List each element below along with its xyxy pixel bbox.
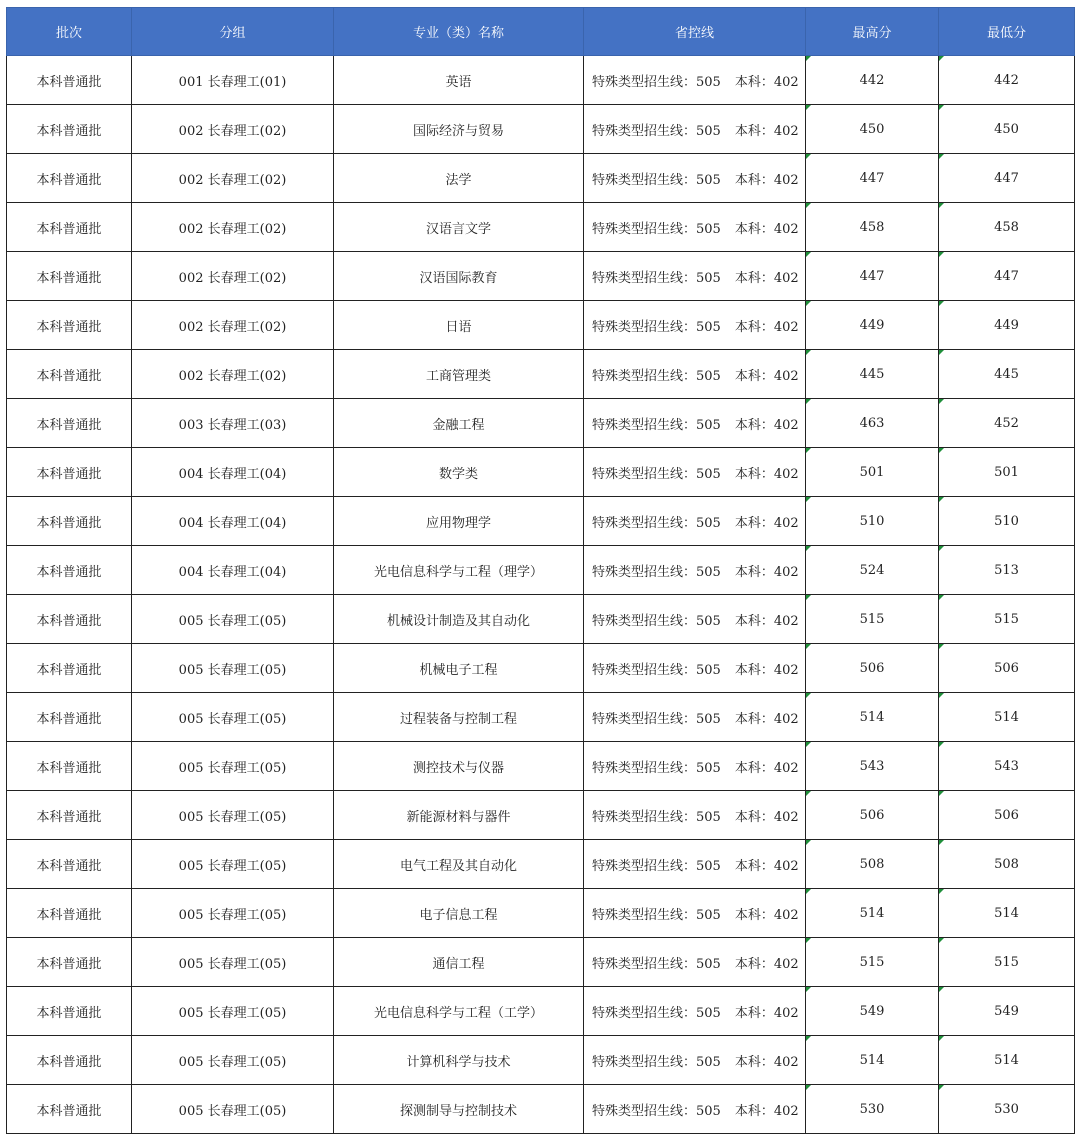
control-line-cell xyxy=(584,497,806,546)
min-score-cell: 543 xyxy=(939,742,1075,791)
special-line-text: 特殊类型招生线：505 xyxy=(592,319,721,335)
batch-cell: 本科普通批 xyxy=(7,105,132,154)
major-cell: 数学类 xyxy=(334,448,584,497)
min-score-cell: 549 xyxy=(939,987,1075,1036)
special-line-text: 特殊类型招生线：505 xyxy=(592,466,721,482)
group-cell: 005 长春理工(05) xyxy=(132,1036,334,1085)
table-row xyxy=(7,399,1075,448)
control-line-cell xyxy=(584,693,806,742)
major-cell: 汉语国际教育 xyxy=(334,252,584,301)
major-cell: 机械设计制造及其自动化 xyxy=(334,595,584,644)
group-cell: 005 长春理工(05) xyxy=(132,840,334,889)
control-line-cell xyxy=(584,56,806,105)
major-cell: 应用物理学 xyxy=(334,497,584,546)
header-major: 专业（类）名称 xyxy=(334,8,584,56)
control-line-cell xyxy=(584,252,806,301)
control-line-cell xyxy=(584,105,806,154)
undergrad-line-text: 本科：402 xyxy=(734,1005,799,1021)
batch-cell: 本科普通批 xyxy=(7,791,132,840)
undergrad-line-text: 本科：402 xyxy=(734,662,799,678)
table-header xyxy=(7,8,1075,56)
header-batch: 批次 xyxy=(7,8,132,56)
control-line-cell xyxy=(584,154,806,203)
batch-cell: 本科普通批 xyxy=(7,644,132,693)
max-score-cell: 447 xyxy=(806,252,939,301)
min-score-cell: 506 xyxy=(939,644,1075,693)
undergrad-line-text: 本科：402 xyxy=(734,956,799,972)
min-score-cell: 515 xyxy=(939,595,1075,644)
table-row xyxy=(7,154,1075,203)
min-score-cell: 530 xyxy=(939,1085,1075,1134)
table-row xyxy=(7,840,1075,889)
control-line-cell xyxy=(584,301,806,350)
major-cell: 法学 xyxy=(334,154,584,203)
min-score-cell: 447 xyxy=(939,154,1075,203)
min-score-cell: 514 xyxy=(939,889,1075,938)
max-score-cell: 506 xyxy=(806,791,939,840)
table-row xyxy=(7,987,1075,1036)
min-score-cell: 501 xyxy=(939,448,1075,497)
group-cell: 003 长春理工(03) xyxy=(132,399,334,448)
batch-cell: 本科普通批 xyxy=(7,987,132,1036)
min-score-cell: 445 xyxy=(939,350,1075,399)
undergrad-line-text: 本科：402 xyxy=(734,515,799,531)
undergrad-line-text: 本科：402 xyxy=(734,221,799,237)
min-score-cell: 510 xyxy=(939,497,1075,546)
group-cell: 004 长春理工(04) xyxy=(132,448,334,497)
max-score-cell: 514 xyxy=(806,1036,939,1085)
special-line-text: 特殊类型招生线：505 xyxy=(592,270,721,286)
group-cell: 002 长春理工(02) xyxy=(132,203,334,252)
table-row xyxy=(7,105,1075,154)
table-row xyxy=(7,497,1075,546)
major-cell: 汉语言文学 xyxy=(334,203,584,252)
score-table-container xyxy=(6,7,1075,1134)
control-line-cell xyxy=(584,203,806,252)
special-line-text: 特殊类型招生线：505 xyxy=(592,809,721,825)
min-score-cell: 515 xyxy=(939,938,1075,987)
control-line-cell xyxy=(584,644,806,693)
undergrad-line-text: 本科：402 xyxy=(734,172,799,188)
major-cell: 新能源材料与器件 xyxy=(334,791,584,840)
table-row xyxy=(7,644,1075,693)
major-cell: 金融工程 xyxy=(334,399,584,448)
group-cell: 004 长春理工(04) xyxy=(132,497,334,546)
max-score-cell: 463 xyxy=(806,399,939,448)
min-score-cell: 452 xyxy=(939,399,1075,448)
undergrad-line-text: 本科：402 xyxy=(734,760,799,776)
major-cell: 光电信息科学与工程（工学） xyxy=(334,987,584,1036)
table-row xyxy=(7,448,1075,497)
control-line-cell xyxy=(584,1085,806,1134)
table-row xyxy=(7,252,1075,301)
batch-cell: 本科普通批 xyxy=(7,742,132,791)
batch-cell: 本科普通批 xyxy=(7,595,132,644)
undergrad-line-text: 本科：402 xyxy=(734,907,799,923)
group-cell: 005 长春理工(05) xyxy=(132,693,334,742)
header-control-line: 省控线 xyxy=(584,8,806,56)
undergrad-line-text: 本科：402 xyxy=(734,270,799,286)
table-row xyxy=(7,203,1075,252)
special-line-text: 特殊类型招生线：505 xyxy=(592,172,721,188)
special-line-text: 特殊类型招生线：505 xyxy=(592,613,721,629)
group-cell: 005 长春理工(05) xyxy=(132,595,334,644)
group-cell: 005 长春理工(05) xyxy=(132,791,334,840)
group-cell: 002 长春理工(02) xyxy=(132,154,334,203)
group-cell: 005 长春理工(05) xyxy=(132,644,334,693)
batch-cell: 本科普通批 xyxy=(7,889,132,938)
group-cell: 002 长春理工(02) xyxy=(132,252,334,301)
undergrad-line-text: 本科：402 xyxy=(734,368,799,384)
min-score-cell: 450 xyxy=(939,105,1075,154)
max-score-cell: 510 xyxy=(806,497,939,546)
max-score-cell: 449 xyxy=(806,301,939,350)
max-score-cell: 530 xyxy=(806,1085,939,1134)
major-cell: 英语 xyxy=(334,56,584,105)
undergrad-line-text: 本科：402 xyxy=(734,417,799,433)
group-cell: 005 长春理工(05) xyxy=(132,987,334,1036)
max-score-cell: 514 xyxy=(806,693,939,742)
max-score-cell: 447 xyxy=(806,154,939,203)
table-row xyxy=(7,1036,1075,1085)
major-cell: 过程装备与控制工程 xyxy=(334,693,584,742)
control-line-cell xyxy=(584,448,806,497)
batch-cell: 本科普通批 xyxy=(7,840,132,889)
group-cell: 001 长春理工(01) xyxy=(132,56,334,105)
special-line-text: 特殊类型招生线：505 xyxy=(592,711,721,727)
batch-cell: 本科普通批 xyxy=(7,1085,132,1134)
major-cell: 工商管理类 xyxy=(334,350,584,399)
special-line-text: 特殊类型招生线：505 xyxy=(592,858,721,874)
undergrad-line-text: 本科：402 xyxy=(734,809,799,825)
batch-cell: 本科普通批 xyxy=(7,154,132,203)
max-score-cell: 524 xyxy=(806,546,939,595)
max-score-cell: 458 xyxy=(806,203,939,252)
table-row xyxy=(7,791,1075,840)
undergrad-line-text: 本科：402 xyxy=(734,319,799,335)
group-cell: 002 长春理工(02) xyxy=(132,301,334,350)
table-body xyxy=(7,56,1075,1134)
special-line-text: 特殊类型招生线：505 xyxy=(592,1103,721,1119)
major-cell: 测控技术与仪器 xyxy=(334,742,584,791)
min-score-cell: 449 xyxy=(939,301,1075,350)
control-line-cell xyxy=(584,546,806,595)
header-row xyxy=(7,8,1075,56)
undergrad-line-text: 本科：402 xyxy=(734,858,799,874)
min-score-cell: 514 xyxy=(939,693,1075,742)
special-line-text: 特殊类型招生线：505 xyxy=(592,564,721,580)
batch-cell: 本科普通批 xyxy=(7,56,132,105)
table-row xyxy=(7,546,1075,595)
special-line-text: 特殊类型招生线：505 xyxy=(592,123,721,139)
undergrad-line-text: 本科：402 xyxy=(734,1103,799,1119)
special-line-text: 特殊类型招生线：505 xyxy=(592,1054,721,1070)
table-row xyxy=(7,595,1075,644)
max-score-cell: 508 xyxy=(806,840,939,889)
max-score-cell: 442 xyxy=(806,56,939,105)
major-cell: 通信工程 xyxy=(334,938,584,987)
min-score-cell: 447 xyxy=(939,252,1075,301)
special-line-text: 特殊类型招生线：505 xyxy=(592,417,721,433)
group-cell: 005 长春理工(05) xyxy=(132,742,334,791)
major-cell: 探测制导与控制技术 xyxy=(334,1085,584,1134)
min-score-cell: 458 xyxy=(939,203,1075,252)
undergrad-line-text: 本科：402 xyxy=(734,74,799,90)
major-cell: 日语 xyxy=(334,301,584,350)
special-line-text: 特殊类型招生线：505 xyxy=(592,956,721,972)
undergrad-line-text: 本科：402 xyxy=(734,564,799,580)
control-line-cell xyxy=(584,595,806,644)
min-score-cell: 514 xyxy=(939,1036,1075,1085)
max-score-cell: 514 xyxy=(806,889,939,938)
batch-cell: 本科普通批 xyxy=(7,497,132,546)
max-score-cell: 506 xyxy=(806,644,939,693)
min-score-cell: 506 xyxy=(939,791,1075,840)
control-line-cell xyxy=(584,938,806,987)
major-cell: 光电信息科学与工程（理学） xyxy=(334,546,584,595)
max-score-cell: 543 xyxy=(806,742,939,791)
table-row xyxy=(7,889,1075,938)
undergrad-line-text: 本科：402 xyxy=(734,711,799,727)
special-line-text: 特殊类型招生线：505 xyxy=(592,907,721,923)
batch-cell: 本科普通批 xyxy=(7,693,132,742)
group-cell: 002 长春理工(02) xyxy=(132,105,334,154)
max-score-cell: 445 xyxy=(806,350,939,399)
table-row xyxy=(7,742,1075,791)
group-cell: 005 长春理工(05) xyxy=(132,938,334,987)
special-line-text: 特殊类型招生线：505 xyxy=(592,1005,721,1021)
major-cell: 机械电子工程 xyxy=(334,644,584,693)
control-line-cell xyxy=(584,791,806,840)
batch-cell: 本科普通批 xyxy=(7,546,132,595)
special-line-text: 特殊类型招生线：505 xyxy=(592,760,721,776)
control-line-cell xyxy=(584,742,806,791)
admission-score-table xyxy=(6,7,1075,1134)
group-cell: 002 长春理工(02) xyxy=(132,350,334,399)
table-row xyxy=(7,1085,1075,1134)
max-score-cell: 515 xyxy=(806,938,939,987)
control-line-cell xyxy=(584,987,806,1036)
batch-cell: 本科普通批 xyxy=(7,448,132,497)
batch-cell: 本科普通批 xyxy=(7,1036,132,1085)
batch-cell: 本科普通批 xyxy=(7,938,132,987)
batch-cell: 本科普通批 xyxy=(7,301,132,350)
special-line-text: 特殊类型招生线：505 xyxy=(592,74,721,90)
batch-cell: 本科普通批 xyxy=(7,350,132,399)
min-score-cell: 508 xyxy=(939,840,1075,889)
control-line-cell xyxy=(584,889,806,938)
special-line-text: 特殊类型招生线：505 xyxy=(592,368,721,384)
min-score-cell: 513 xyxy=(939,546,1075,595)
max-score-cell: 515 xyxy=(806,595,939,644)
group-cell: 004 长春理工(04) xyxy=(132,546,334,595)
table-row xyxy=(7,938,1075,987)
undergrad-line-text: 本科：402 xyxy=(734,1054,799,1070)
special-line-text: 特殊类型招生线：505 xyxy=(592,221,721,237)
max-score-cell: 501 xyxy=(806,448,939,497)
major-cell: 电气工程及其自动化 xyxy=(334,840,584,889)
control-line-cell xyxy=(584,840,806,889)
group-cell: 005 长春理工(05) xyxy=(132,889,334,938)
table-row xyxy=(7,56,1075,105)
group-cell: 005 长春理工(05) xyxy=(132,1085,334,1134)
undergrad-line-text: 本科：402 xyxy=(734,613,799,629)
max-score-cell: 549 xyxy=(806,987,939,1036)
undergrad-line-text: 本科：402 xyxy=(734,123,799,139)
header-max-score: 最高分 xyxy=(806,8,939,56)
major-cell: 计算机科学与技术 xyxy=(334,1036,584,1085)
special-line-text: 特殊类型招生线：505 xyxy=(592,662,721,678)
batch-cell: 本科普通批 xyxy=(7,252,132,301)
table-row xyxy=(7,350,1075,399)
header-group: 分组 xyxy=(132,8,334,56)
batch-cell: 本科普通批 xyxy=(7,399,132,448)
header-min-score: 最低分 xyxy=(939,8,1075,56)
table-row xyxy=(7,301,1075,350)
major-cell: 电子信息工程 xyxy=(334,889,584,938)
batch-cell: 本科普通批 xyxy=(7,203,132,252)
control-line-cell xyxy=(584,399,806,448)
undergrad-line-text: 本科：402 xyxy=(734,466,799,482)
special-line-text: 特殊类型招生线：505 xyxy=(592,515,721,531)
control-line-cell xyxy=(584,1036,806,1085)
major-cell: 国际经济与贸易 xyxy=(334,105,584,154)
table-row xyxy=(7,693,1075,742)
max-score-cell: 450 xyxy=(806,105,939,154)
min-score-cell: 442 xyxy=(939,56,1075,105)
control-line-cell xyxy=(584,350,806,399)
